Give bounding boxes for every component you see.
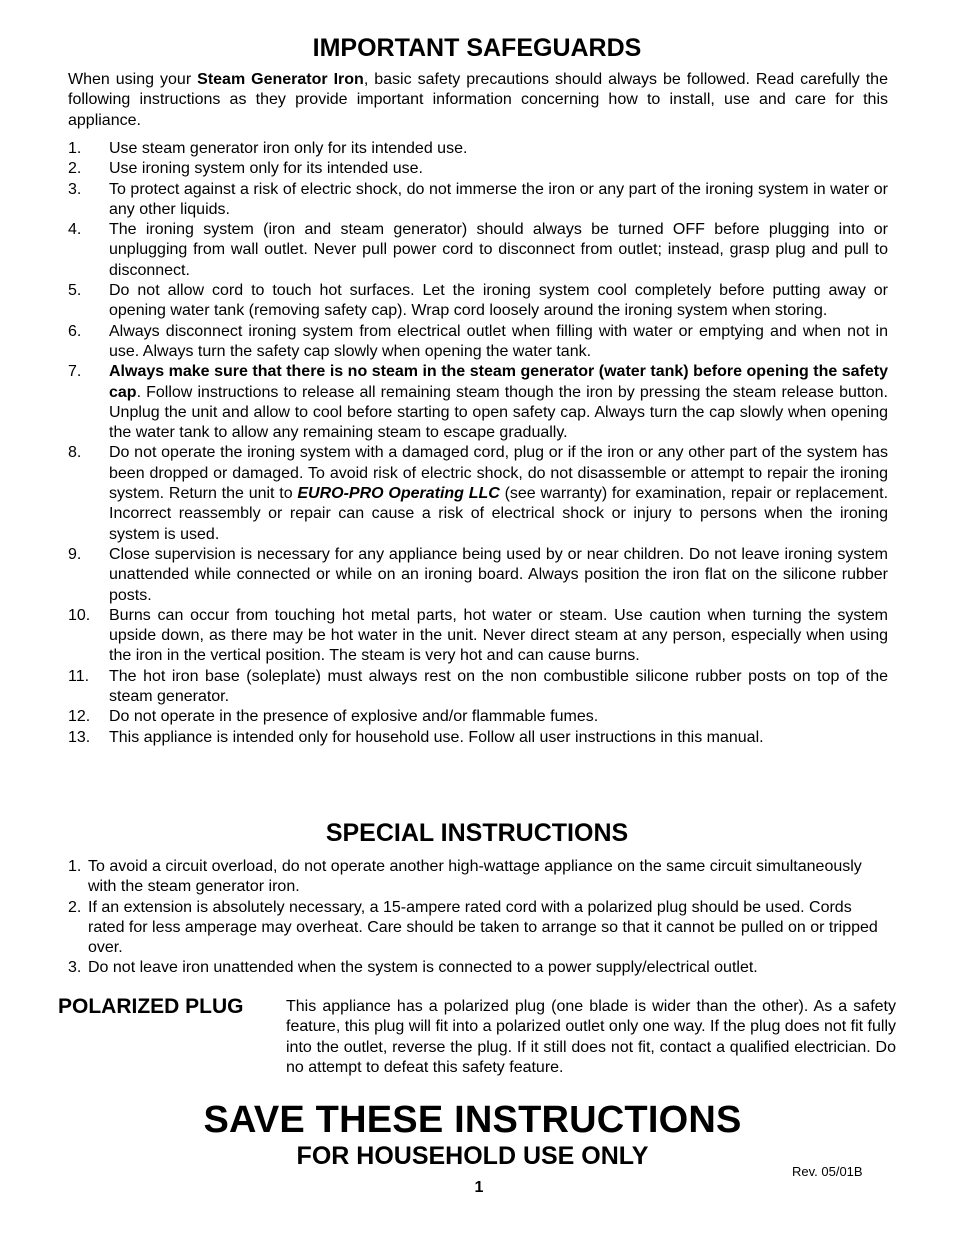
item-bold-text: Always make sure that there is no steam in the steam generator (water tank) before opening the safety cap xyxy=(109,363,888,401)
company-name: EURO-PRO Operating LLC xyxy=(297,485,500,503)
intro-product: Steam Generator Iron xyxy=(197,71,364,88)
list-item xyxy=(68,728,888,748)
list-item xyxy=(68,362,888,443)
item-text: Do not operate in the presence of explosive and/or flammable fumes. xyxy=(109,708,599,726)
list-item xyxy=(68,220,888,281)
list-item xyxy=(68,857,888,898)
item-number: 2. xyxy=(68,898,82,916)
item-number: 1. xyxy=(68,140,82,157)
page-number: 1 xyxy=(474,1179,484,1196)
household-use-heading: FOR HOUSEHOLD USE ONLY xyxy=(296,1142,649,1170)
item-text: Do not leave iron unattended when the system is connected to a power supply/electrical outlet. xyxy=(88,959,758,977)
item-text: Use steam generator iron only for its intended use. xyxy=(109,140,468,157)
list-item xyxy=(68,443,888,544)
safeguards-heading: IMPORTANT SAFEGUARDS xyxy=(312,34,642,62)
item-number: 9. xyxy=(68,545,82,563)
list-item xyxy=(68,322,888,363)
item-number: 10. xyxy=(68,606,91,624)
list-item xyxy=(68,958,888,978)
item-number: 11. xyxy=(68,667,90,685)
save-instructions-heading: SAVE THESE INSTRUCTIONS xyxy=(203,1099,742,1141)
list-item xyxy=(68,667,888,708)
item-text: . Follow instructions to release all remaining steam though the iron by pressing the steam release button. Unplug the unit and allow to cool before starting to open safety cap. Always turn the cap slowly when opening the water tank to allow any remaining steam to escape gradually. xyxy=(109,383,888,442)
item-text: If an extension is absolutely necessary, a 15-ampere rated cord with a polarized plug should be used. Cords rated for less amperage may overheat. Care should be taken to arrange so that it cannot be pulled on or tripped over. xyxy=(88,898,878,957)
list-item xyxy=(68,281,888,322)
item-number: 6. xyxy=(68,322,82,340)
list-item xyxy=(68,707,888,727)
item-text: Do not allow cord to touch hot surfaces. Let the ironing system cool completely before putting away or opening water tank (removing safety cap). Wrap cord loosely around the ironing system when storing. xyxy=(109,282,888,320)
intro-paragraph xyxy=(68,70,888,131)
item-text: This appliance is intended only for household use. Follow all user instructions in this manual. xyxy=(109,728,764,746)
polarized-plug-text: This appliance has a polarized plug (one blade is wider than the other). As a safety feature, this plug will fit into a polarized outlet only one way. If the plug does not fit fully into the outlet, reverse the plug. If it still does not fit, contact a qualified electrician. Do no attempt to defeat this safety feature. xyxy=(286,998,896,1076)
intro-before: When using your xyxy=(68,71,198,88)
list-item xyxy=(68,545,888,606)
list-item xyxy=(68,180,888,221)
item-number: 7. xyxy=(68,363,82,381)
item-text: Use ironing system only for its intended use. xyxy=(109,160,423,178)
item-number: 1. xyxy=(68,858,82,875)
list-item xyxy=(68,139,888,159)
list-item xyxy=(68,606,888,667)
special-instructions-list xyxy=(68,857,888,979)
item-text: To protect against a risk of electric shock, do not immerse the iron or any part of the ironing system in water or any other liquids. xyxy=(109,180,888,218)
item-number: 4. xyxy=(68,221,82,239)
intro-after: , basic safety precautions should always be followed. Read carefully the following instructions as they provide important information concerning how to install, use and care for this appliance. xyxy=(68,71,888,129)
item-text: Do not operate the ironing system with a damaged cord, plug or if the iron or any other part of the system has been dropped or damaged. To avoid risk of electric shock, do not disassemble or attempt to repair the ironing system. Return the unit to xyxy=(109,444,888,503)
item-text: The hot iron base (soleplate) must always rest on the non combustible silicone rubber posts on top of the steam generator. xyxy=(109,667,888,706)
item-number: 13. xyxy=(68,728,91,746)
item-number: 8. xyxy=(68,444,82,462)
item-text: To avoid a circuit overload, do not operate another high-wattage appliance on the same circuit simultaneously with the steam generator iron. xyxy=(88,858,862,896)
item-number: 3. xyxy=(68,180,82,198)
item-number: 12. xyxy=(68,708,91,726)
item-number: 5. xyxy=(68,282,82,300)
list-item xyxy=(68,159,888,179)
item-number: 3. xyxy=(68,959,82,977)
safeguards-list xyxy=(68,139,888,748)
item-number: 2. xyxy=(68,160,82,178)
special-instructions-heading: SPECIAL INSTRUCTIONS xyxy=(325,819,629,847)
item-text: The ironing system (iron and steam generator) should always be turned OFF before plugging into or unplugging from wall outlet. Never pull power cord to disconnect from outlet; instead, grasp plug and pull to disconnect. xyxy=(109,221,888,279)
item-text-continued: (see warranty) for examination, repair or replacement. Incorrect reassembly or repair can cause a risk of electrical shock or injury to persons when the ironing system is used. xyxy=(109,485,889,543)
item-text: Always disconnect ironing system from electrical outlet when filling with water or emptying and when not in use. Always turn the safety cap slowly when opening the water tank. xyxy=(109,322,888,360)
revision-label: Rev. 05/01B xyxy=(792,1164,863,1179)
list-item xyxy=(68,898,888,959)
item-text: Burns can occur from touching hot metal parts, hot water or steam. Use caution when turning the system upside down, as there may be hot water in the unit. Never direct steam at any person, especially when using the iron in the vertical position. The steam is very hot and can cause burns. xyxy=(109,606,888,665)
item-text: Close supervision is necessary for any appliance being used by or near children. Do not leave ironing system unattended while connected or while on an ironing board. Always position the iron flat on the silicone rubber posts. xyxy=(109,545,888,604)
polarized-plug-label: POLARIZED PLUG xyxy=(58,995,244,1018)
